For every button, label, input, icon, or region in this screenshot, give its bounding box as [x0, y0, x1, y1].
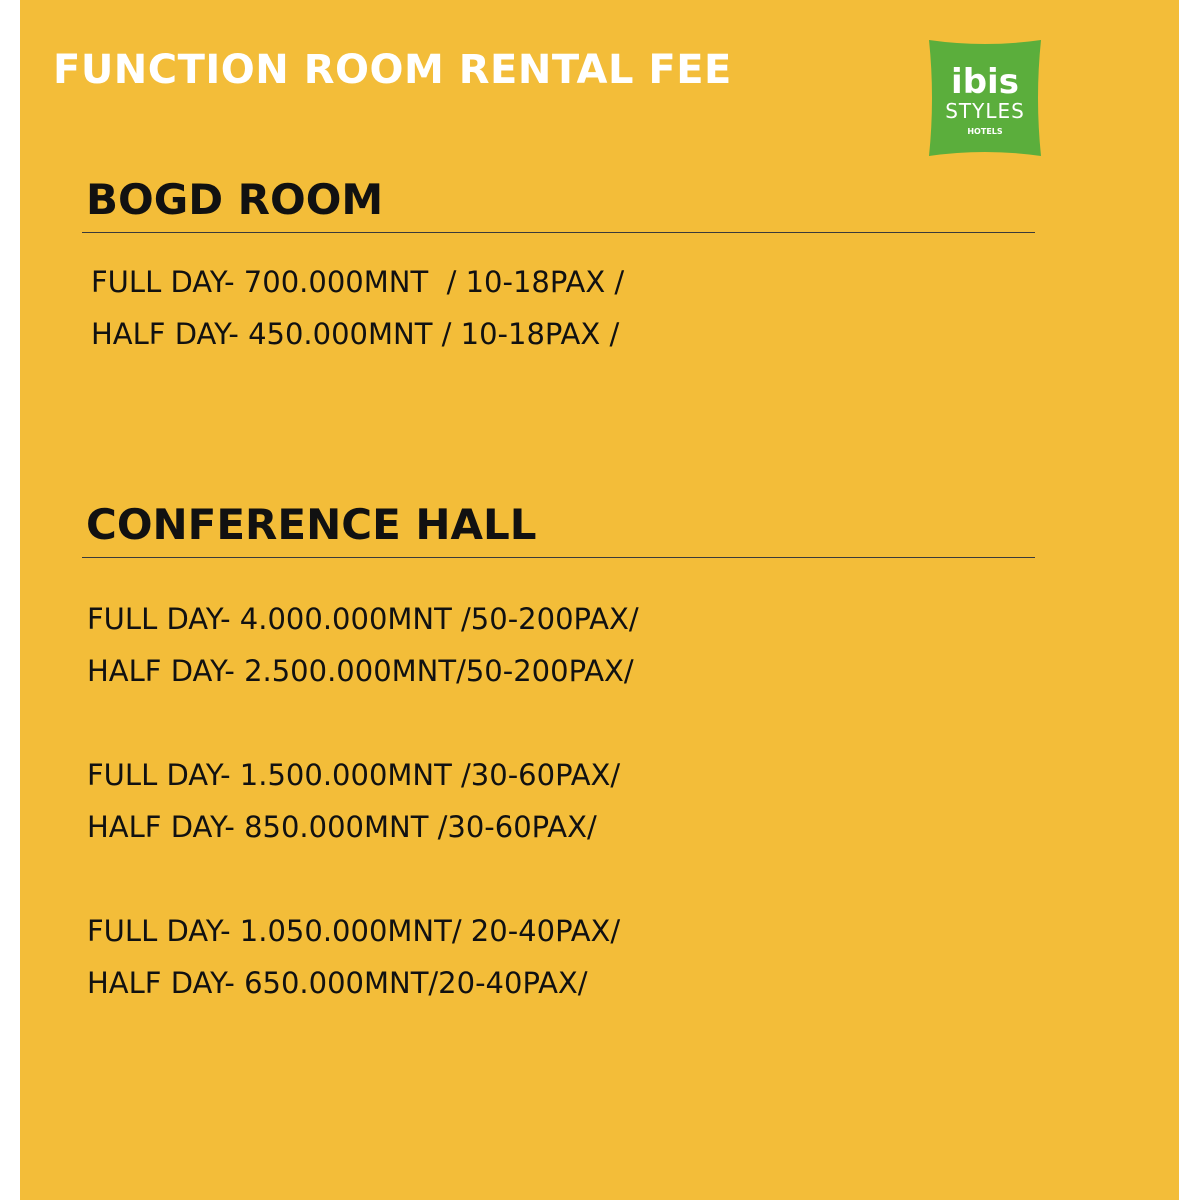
rate-line: HALF DAY- 450.000MNT / 10-18PAX /	[91, 317, 620, 351]
rate-line: FULL DAY- 700.000MNT / 10-18PAX /	[91, 265, 625, 299]
section-divider	[82, 557, 1035, 558]
rate-line: FULL DAY- 4.000.000MNT /50-200PAX/	[87, 602, 639, 636]
rate-line: FULL DAY- 1.500.000MNT /30-60PAX/	[87, 758, 621, 792]
price-sheet-panel	[20, 0, 1179, 1200]
section-heading-bogd-room: BOGD ROOM	[86, 175, 384, 224]
page-title: FUNCTION ROOM RENTAL FEE	[53, 47, 732, 93]
svg-text:STYLES: STYLES	[945, 99, 1025, 123]
rate-line: HALF DAY- 650.000MNT/20-40PAX/	[87, 966, 588, 1000]
svg-text:ibis: ibis	[951, 62, 1019, 102]
rate-line: FULL DAY- 1.050.000MNT/ 20-40PAX/	[87, 914, 621, 948]
ibis-styles-logo	[925, 38, 1045, 158]
rate-line: HALF DAY- 2.500.000MNT/50-200PAX/	[87, 654, 634, 688]
section-divider	[82, 232, 1035, 233]
section-heading-conference-hall: CONFERENCE HALL	[86, 500, 537, 549]
rate-line: HALF DAY- 850.000MNT /30-60PAX/	[87, 810, 597, 844]
svg-text:HOTELS: HOTELS	[967, 127, 1003, 136]
